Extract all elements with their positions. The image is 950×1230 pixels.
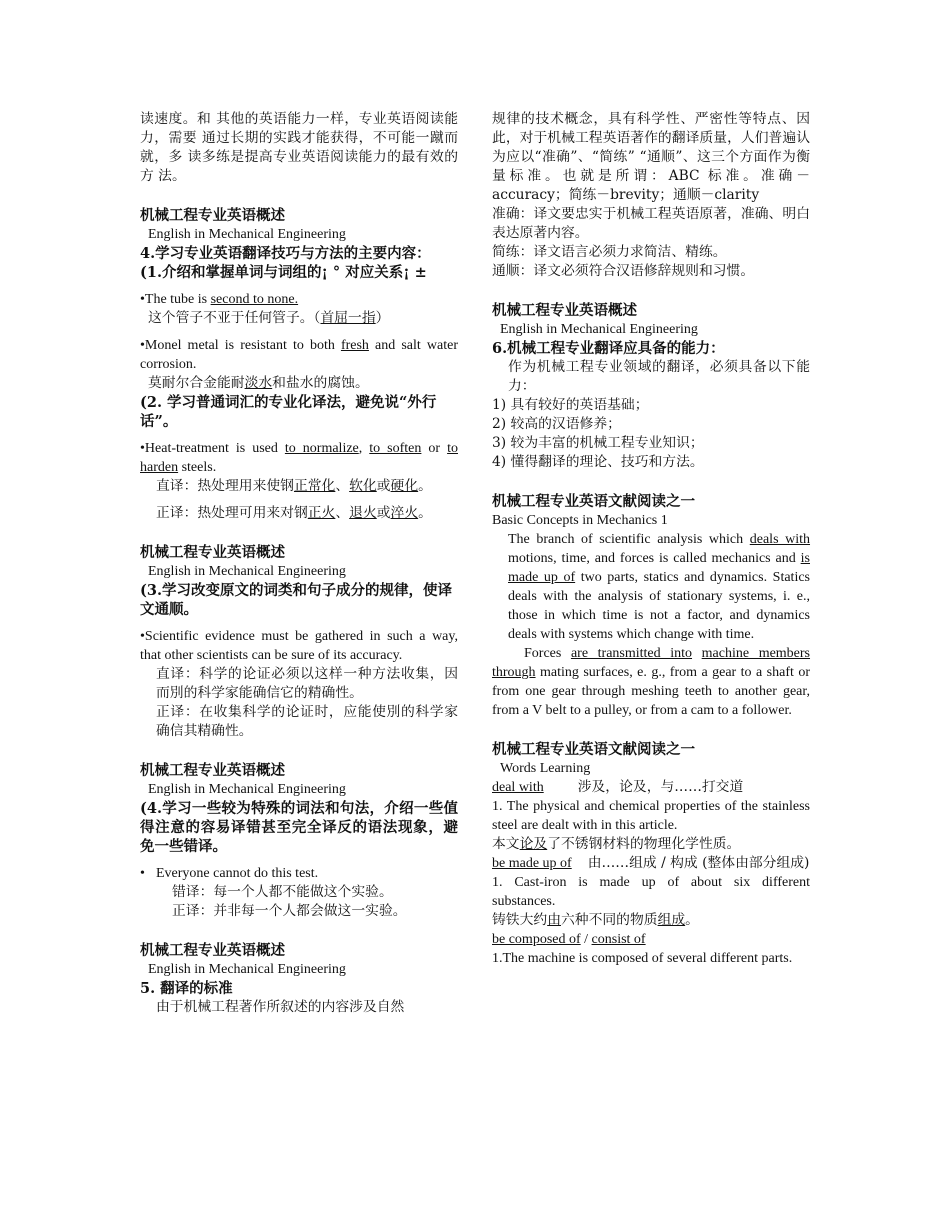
accuracy-definition: 准确：译文要忠实于机械工程英语原著，准确、明白表达原著内容。: [492, 206, 810, 241]
example3-correct-u1: 正火: [307, 505, 336, 521]
section3-literal: 直译：科学的论证必须以这样一种方法收集，因而別的科学家能确信它的精确性。: [156, 666, 458, 701]
word2-example-cn-u2: 组成: [657, 912, 686, 928]
example3-pre: •Heat-treatment is used: [140, 441, 285, 456]
reading1-p1-u2: is made up of: [508, 551, 810, 585]
word3-separator: /: [580, 932, 592, 947]
example2-cn-pre: 莫耐尔合金能耐: [148, 375, 245, 391]
example1-underline: second to none.: [210, 292, 299, 307]
section4b-wrong: 错译：每一个人都不能做这个实验。: [172, 884, 393, 900]
example3-literal-u2: 软化: [349, 478, 377, 494]
reading1-p1-c: two parts, statics and dynamics. Statics deals with the analysis of stationary systems, i. e., those in which time is not a factor, and dynamics deals with systems which change with time.: [508, 570, 810, 642]
example1-cn-underline: 首屈一指: [320, 310, 376, 326]
example3-literal-pre: 直译：热处理用来使钢: [156, 478, 294, 494]
word2-meaning: 由……组成 / 构成 (整体由部分组成): [587, 855, 810, 871]
example1-text: [140, 290, 458, 309]
word3-term-b: consist of: [591, 932, 646, 947]
example3-correct-c1: 、: [335, 505, 350, 521]
word1-example-cn-post: 了不锈钢材料的物理化学性质。: [547, 836, 741, 852]
reading2-heading: 机械工程专业英语文献阅读之一: [492, 741, 695, 758]
section3-subtitle: English in Mechanical Engineering: [148, 564, 346, 579]
intro-paragraph: 读速度。和 其他的英语能力一样，专业英语阅读能力，需要 通过长期的实践才能获得，不可能一蹴而就，多 读多练是提高专业英语阅读能力的最有效的方 法。: [140, 111, 458, 184]
section4b-example-text: Everyone cannot do this test.: [156, 866, 319, 881]
word2-entry: [492, 854, 810, 873]
example3-literal-c1: 、: [335, 478, 350, 494]
word3-example: 1.The machine is composed of several different parts.: [492, 951, 793, 966]
section3-heading: 机械工程专业英语概述: [140, 544, 285, 561]
ability-item: 2) 较高的汉语修养；: [492, 416, 621, 432]
section4-heading: 机械工程专业英语概述: [140, 207, 285, 224]
word2-example-cn-pre: 铸铁大约: [492, 912, 548, 928]
section4-title: 4.学习专业英语翻译技巧与方法的主要内容：: [140, 245, 431, 262]
clarity-definition: 通顺：译文必须符合汉语修辞规则和习惯。: [492, 263, 755, 279]
example3-literal: [140, 477, 458, 496]
example3-correct: [140, 504, 458, 523]
right-column: [492, 110, 810, 968]
example3-correct-post: 。: [418, 505, 432, 521]
reading1-p2-a: Forces: [524, 646, 571, 661]
example2-pre: •Monel metal is resistant to both: [140, 338, 341, 353]
section4-subtitle: English in Mechanical Engineering: [148, 227, 346, 242]
section3-title: (3.学习改变原文的词类和句子成分的规律，使译文通顺。: [140, 582, 452, 618]
example3-literal-u1: 正常化: [293, 478, 336, 494]
example1-cn: [140, 309, 458, 328]
word1-example: 1. The physical and chemical properties of the stainless steel are dealt with in this article.: [492, 799, 810, 833]
section6-subtitle: English in Mechanical Engineering: [500, 322, 698, 337]
section4b-right: 正译：并非每一个人都会做这一实验。: [172, 903, 407, 919]
section4-sub2: (2. 学习普通词汇的专业化译法，避免说“外行话”。: [140, 394, 437, 430]
section3-example: •Scientific evidence must be gathered in such a way, that other scientists can be sure of its accuracy.: [140, 629, 458, 663]
word1-meaning: 涉及，论及，与……打交道: [577, 779, 744, 795]
example2-cn-underline: 淡水: [244, 375, 273, 391]
left-column: [140, 110, 458, 1017]
bullet-icon: •: [140, 866, 145, 881]
example2-cn-post: 和盐水的腐蚀。: [272, 375, 369, 391]
reading1-p1-a: The branch of scientific analysis which: [508, 532, 750, 547]
section6-intro: 作为机械工程专业领域的翻译，必须具备以下能力：: [508, 359, 810, 394]
section4-sub1: (1.介绍和掌握单词与词组的¡ ° 对应关系¡ ±: [140, 264, 427, 281]
reading1-p2-u1: are transmitted into: [570, 646, 693, 661]
word2-example-cn-mid: 六种不同的物质: [560, 912, 658, 928]
word3-term-a: be composed of: [492, 932, 581, 947]
section4b-example: [140, 864, 458, 883]
section5-body: 由于机械工程著作所叙述的内容涉及自然: [156, 999, 405, 1015]
ability-item: 4) 懂得翻译的理论、技巧和方法。: [492, 454, 704, 470]
reading1-paragraph2: [492, 644, 810, 720]
word2-example-cn-u1: 由: [547, 912, 561, 928]
reading1-p2-u2: machine members: [701, 646, 811, 661]
section4b-heading: 机械工程专业英语概述: [140, 762, 285, 779]
example3-u2: to soften: [369, 441, 422, 456]
example3-u3: to harden: [140, 441, 458, 475]
word2-term: be made up of: [492, 856, 572, 871]
section5-title: 5. 翻译的标准: [140, 980, 233, 997]
reading1-p2-d: mating surfaces, e. g., from a gear to a shaft or from one gear through meshing teeth to another gear, from a V belt to a pulley, or from a cam to a follower.: [492, 665, 810, 718]
example3-post: steels.: [178, 460, 217, 475]
reading1-p1-u1: deals with: [749, 532, 811, 547]
example3-literal-c2: 或: [376, 478, 391, 494]
example3-text: [140, 439, 458, 477]
word3-entry: [492, 930, 810, 949]
example2-post: and salt water corrosion.: [140, 338, 458, 372]
ability-item: 1) 具有较好的英语基础；: [492, 397, 649, 413]
reading1-p2-b: [692, 646, 702, 661]
example3-correct-u3: 淬火: [390, 505, 419, 521]
word1-example-cn-pre: 本文: [492, 836, 520, 852]
example3-correct-pre: 正译：热处理可用来对钢: [156, 505, 308, 521]
word1-example-cn: [492, 835, 810, 854]
example3-c1: ,: [358, 441, 370, 456]
reading1-paragraph1: [492, 530, 810, 644]
example1-cn-pre: 这个管子不亚于任何管子。（: [148, 310, 321, 326]
section6-title: 6.机械工程专业翻译应具备的能力：: [492, 340, 725, 357]
word2-example: 1. Cast-iron is made up of about six different substances.: [492, 875, 810, 909]
example3-correct-u2: 退火: [349, 505, 377, 521]
section3-correct: 正译：在收集科学的论证时，应能使別的科学家确信其精确性。: [156, 704, 458, 739]
example1-cn-post: ）: [375, 310, 390, 326]
example3-literal-post: 。: [418, 478, 432, 494]
brevity-definition: 简练：译文语言必须力求简洁、精练。: [492, 244, 727, 260]
word1-entry: [492, 778, 810, 797]
section5-subtitle: English in Mechanical Engineering: [148, 962, 346, 977]
reading2-subtitle: Words Learning: [500, 761, 591, 776]
reading1-subtitle: Basic Concepts in Mechanics 1: [492, 513, 668, 528]
word1-example-cn-underline: 论及: [519, 836, 548, 852]
reading1-heading: 机械工程专业英语文献阅读之一: [492, 493, 695, 510]
section5-heading: 机械工程专业英语概述: [140, 942, 285, 959]
example1-pre: •The tube is: [140, 292, 211, 307]
reading1-p1-b: motions, time, and forces is called mechanics and: [508, 551, 801, 566]
example2-text: [140, 336, 458, 374]
word2-example-cn-post: 。: [685, 912, 699, 928]
section5-continued: 规律的技术概念，具有科学性、严密性等特点、因此，对于机械工程英语著作的翻译质量，人们普遍认为应以“准确”、“简练” “通顺”、这三个方面作为衡量标准。也就是所谓：ABC 标准。准确－accuracy；简练－brevity；通顺－clarity: [492, 111, 810, 203]
ability-item: 3) 较为丰富的机械工程专业知识；: [492, 435, 704, 451]
section4b-subtitle: English in Mechanical Engineering: [148, 782, 346, 797]
example2-underline: fresh: [340, 338, 369, 353]
reading1-p2-u3: through: [492, 665, 536, 680]
example3-literal-u3: 硬化: [390, 478, 419, 494]
word1-term: deal with: [492, 780, 544, 795]
example3-u1: to normalize: [284, 441, 359, 456]
example3-correct-c2: 或: [376, 505, 391, 521]
example3-c2: or: [421, 441, 448, 456]
word2-example-cn: [492, 911, 810, 930]
section4b-title: (4.学习一些较为特殊的词法和句法，介绍一些值得注意的容易译错甚至完全译反的语法现象，避免一些错译。: [140, 800, 458, 855]
example2-cn: [140, 374, 458, 393]
section6-heading: 机械工程专业英语概述: [492, 302, 637, 319]
